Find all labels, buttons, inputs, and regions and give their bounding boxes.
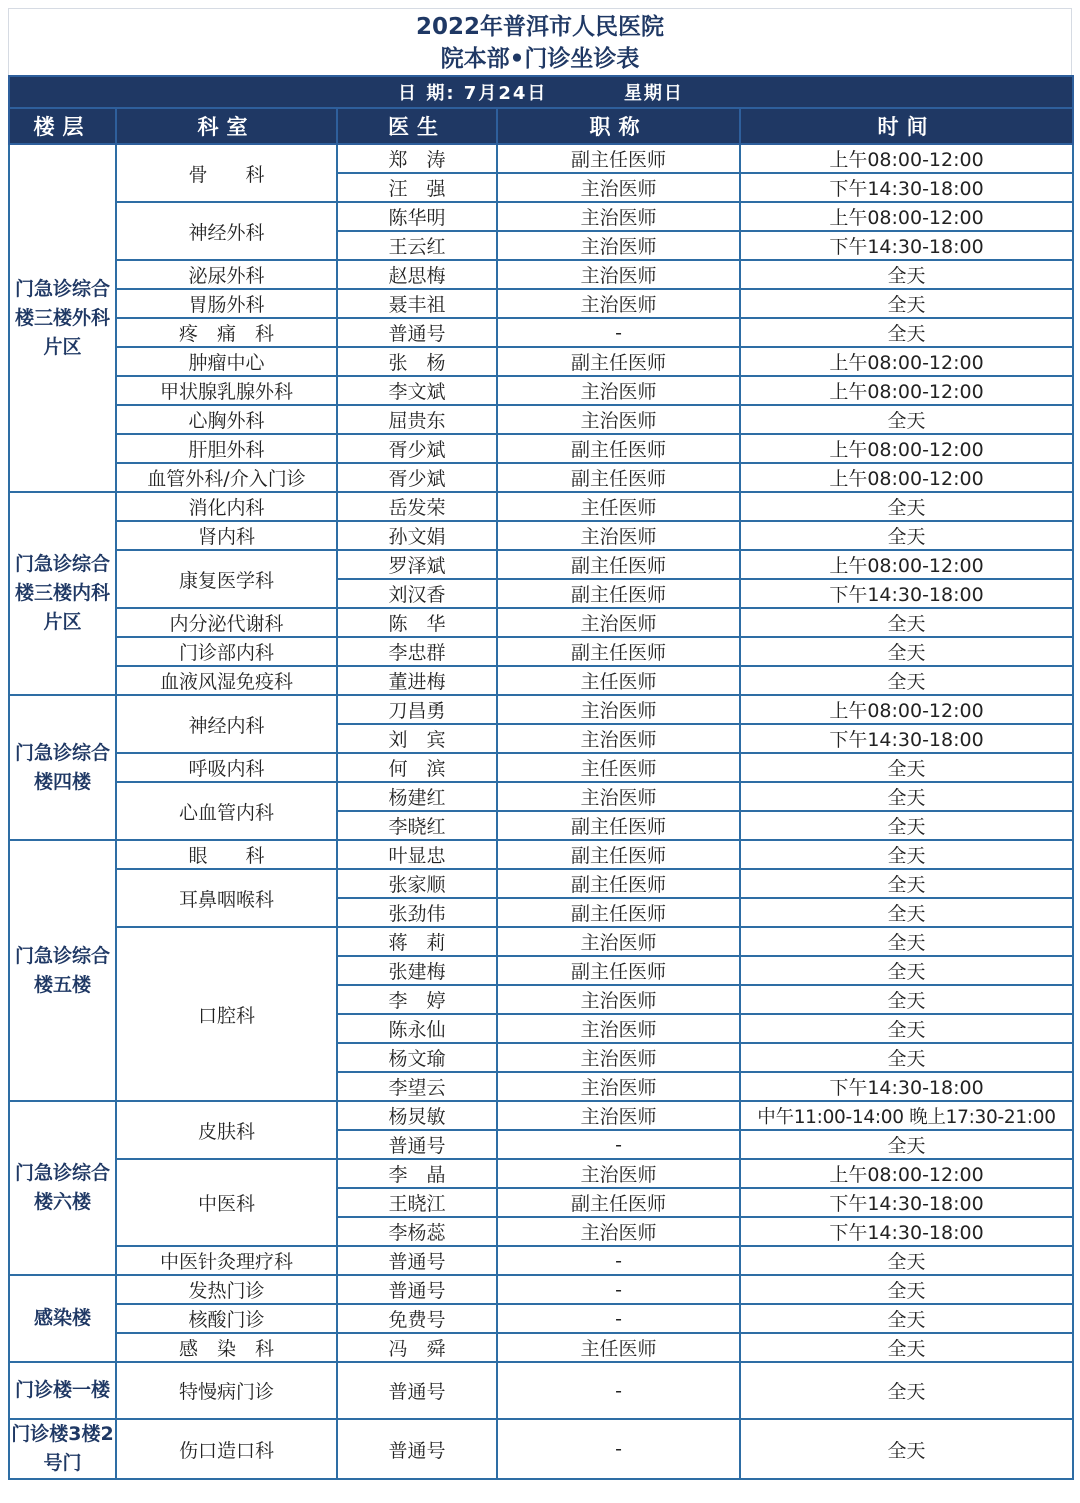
table-row [9, 695, 1073, 724]
table-row [9, 666, 1073, 695]
department-cell: 心胸外科 [116, 405, 337, 434]
doctor-cell: 李忠群 [337, 637, 497, 666]
table-row [9, 1362, 1073, 1419]
doctor-cell: 郑 涛 [337, 144, 497, 173]
title-cell: - [497, 1275, 740, 1304]
table-row [9, 347, 1073, 376]
doctor-cell: 张劲伟 [337, 898, 497, 927]
department-cell: 神经外科 [116, 202, 337, 260]
table-row [9, 869, 1073, 898]
header-floor: 楼层 [9, 108, 116, 144]
doctor-cell: 杨建红 [337, 782, 497, 811]
time-cell: 下午14:30-18:00 [740, 231, 1073, 260]
department-cell: 发热门诊 [116, 1275, 337, 1304]
title-block [8, 8, 1072, 75]
floor-cell: 门急诊综合楼五楼 [9, 840, 116, 1101]
time-cell: 上午08:00-12:00 [740, 202, 1073, 231]
doctor-cell: 刀昌勇 [337, 695, 497, 724]
floor-cell: 门急诊综合楼三楼外科片区 [9, 144, 116, 492]
department-cell: 肿瘤中心 [116, 347, 337, 376]
department-cell: 心血管内科 [116, 782, 337, 840]
department-cell: 内分泌代谢科 [116, 608, 337, 637]
header-department: 科室 [116, 108, 337, 144]
title-cell: 主治医师 [497, 695, 740, 724]
table-row [9, 1333, 1073, 1362]
column-header-row [9, 108, 1073, 144]
doctor-cell: 免费号 [337, 1304, 497, 1333]
doctor-cell: 冯 舜 [337, 1333, 497, 1362]
department-cell: 核酸门诊 [116, 1304, 337, 1333]
date-label: 日 期: [398, 83, 456, 104]
title-cell: 副主任医师 [497, 347, 740, 376]
time-cell: 上午08:00-12:00 [740, 144, 1073, 173]
time-cell: 下午14:30-18:00 [740, 579, 1073, 608]
time-cell: 全天 [740, 260, 1073, 289]
department-cell: 门诊部内科 [116, 637, 337, 666]
time-cell: 全天 [740, 1333, 1073, 1362]
title-cell: 副主任医师 [497, 898, 740, 927]
time-cell: 上午08:00-12:00 [740, 1159, 1073, 1188]
time-cell: 上午08:00-12:00 [740, 695, 1073, 724]
title-cell: 主治医师 [497, 289, 740, 318]
floor-cell: 门急诊综合楼三楼内科片区 [9, 492, 116, 695]
title-cell: 副主任医师 [497, 811, 740, 840]
schedule-table [8, 75, 1074, 1480]
doctor-cell: 李 婷 [337, 985, 497, 1014]
title-cell: 主治医师 [497, 1072, 740, 1101]
title-cell: 主治医师 [497, 231, 740, 260]
time-cell: 上午08:00-12:00 [740, 347, 1073, 376]
department-cell: 中医针灸理疗科 [116, 1246, 337, 1275]
table-row [9, 434, 1073, 463]
header-title: 职称 [497, 108, 740, 144]
title-cell: 主治医师 [497, 1159, 740, 1188]
time-cell: 全天 [740, 782, 1073, 811]
time-cell: 全天 [740, 1362, 1073, 1419]
time-cell: 全天 [740, 753, 1073, 782]
department-cell: 口腔科 [116, 927, 337, 1101]
doctor-cell: 何 滨 [337, 753, 497, 782]
time-cell: 全天 [740, 811, 1073, 840]
title-cell: 主治医师 [497, 782, 740, 811]
department-cell: 肝胆外科 [116, 434, 337, 463]
time-cell: 下午14:30-18:00 [740, 724, 1073, 753]
time-cell: 全天 [740, 608, 1073, 637]
department-cell: 血液风湿免疫科 [116, 666, 337, 695]
doctor-cell: 刘汉香 [337, 579, 497, 608]
time-cell: 全天 [740, 1014, 1073, 1043]
table-row [9, 637, 1073, 666]
doctor-cell: 蒋 莉 [337, 927, 497, 956]
time-cell: 下午14:30-18:00 [740, 1072, 1073, 1101]
table-row [9, 492, 1073, 521]
title-cell: 副主任医师 [497, 956, 740, 985]
clinic-schedule-sheet [8, 8, 1072, 1480]
title-cell: 副主任医师 [497, 463, 740, 492]
title-cell: 主治医师 [497, 1101, 740, 1130]
department-cell: 耳鼻咽喉科 [116, 869, 337, 927]
doctor-cell: 杨文瑜 [337, 1043, 497, 1072]
doctor-cell: 胥少斌 [337, 434, 497, 463]
department-cell: 消化内科 [116, 492, 337, 521]
title-cell: 副主任医师 [497, 434, 740, 463]
title-cell: 主治医师 [497, 521, 740, 550]
time-cell: 上午08:00-12:00 [740, 434, 1073, 463]
department-cell: 呼吸内科 [116, 753, 337, 782]
department-cell: 感 染 科 [116, 1333, 337, 1362]
date-bar [9, 76, 1073, 108]
doctor-cell: 张建梅 [337, 956, 497, 985]
department-cell: 泌尿外科 [116, 260, 337, 289]
time-cell: 全天 [740, 869, 1073, 898]
doctor-cell: 李杨蕊 [337, 1217, 497, 1246]
doctor-cell: 王晓江 [337, 1188, 497, 1217]
title-cell: 主治医师 [497, 724, 740, 753]
time-cell: 全天 [740, 289, 1073, 318]
table-row [9, 405, 1073, 434]
table-row [9, 840, 1073, 869]
title-cell: - [497, 318, 740, 347]
title-cell: 主任医师 [497, 1333, 740, 1362]
doctor-cell: 杨炅敏 [337, 1101, 497, 1130]
time-cell: 全天 [740, 985, 1073, 1014]
department-cell: 眼 科 [116, 840, 337, 869]
time-cell: 下午14:30-18:00 [740, 1188, 1073, 1217]
table-row [9, 144, 1073, 173]
doctor-cell: 孙文娟 [337, 521, 497, 550]
doctor-cell: 叶显忠 [337, 840, 497, 869]
floor-cell: 门诊楼一楼 [9, 1362, 116, 1419]
table-row [9, 1304, 1073, 1333]
title-cell: 主治医师 [497, 927, 740, 956]
table-row [9, 927, 1073, 956]
table-row [9, 318, 1073, 347]
time-cell: 全天 [740, 898, 1073, 927]
table-row [9, 1246, 1073, 1275]
time-cell: 全天 [740, 1419, 1073, 1479]
doctor-cell: 普通号 [337, 1362, 497, 1419]
time-cell: 全天 [740, 1043, 1073, 1072]
table-row [9, 463, 1073, 492]
title-cell: 主任医师 [497, 753, 740, 782]
title-cell: 主治医师 [497, 985, 740, 1014]
time-cell: 全天 [740, 666, 1073, 695]
time-cell: 全天 [740, 1130, 1073, 1159]
table-row [9, 376, 1073, 405]
doctor-cell: 岳发荣 [337, 492, 497, 521]
title-cell: 主治医师 [497, 608, 740, 637]
header-time: 时间 [740, 108, 1073, 144]
time-cell: 上午08:00-12:00 [740, 463, 1073, 492]
table-row [9, 753, 1073, 782]
title-cell: - [497, 1362, 740, 1419]
department-cell: 肾内科 [116, 521, 337, 550]
table-row [9, 550, 1073, 579]
title-cell: - [497, 1246, 740, 1275]
time-cell: 上午08:00-12:00 [740, 376, 1073, 405]
floor-cell: 门诊楼3楼2号门 [9, 1419, 116, 1479]
header-doctor: 医生 [337, 108, 497, 144]
title-cell: 主治医师 [497, 202, 740, 231]
time-cell: 全天 [740, 1246, 1073, 1275]
doctor-cell: 张家顺 [337, 869, 497, 898]
title-cell: - [497, 1419, 740, 1479]
time-cell: 全天 [740, 637, 1073, 666]
doctor-cell: 王云红 [337, 231, 497, 260]
time-cell: 全天 [740, 318, 1073, 347]
time-cell: 上午08:00-12:00 [740, 550, 1073, 579]
time-cell: 全天 [740, 840, 1073, 869]
schedule-subtitle: 院本部•门诊坐诊表 [440, 46, 640, 72]
title-cell: - [497, 1304, 740, 1333]
table-row [9, 1419, 1073, 1479]
title-cell: 主治医师 [497, 173, 740, 202]
doctor-cell: 陈永仙 [337, 1014, 497, 1043]
title-cell: 主治医师 [497, 260, 740, 289]
doctor-cell: 汪 强 [337, 173, 497, 202]
table-row [9, 1101, 1073, 1130]
table-row [9, 608, 1073, 637]
department-cell: 中医科 [116, 1159, 337, 1246]
title-cell: 主任医师 [497, 666, 740, 695]
doctor-cell: 普通号 [337, 318, 497, 347]
doctor-cell: 普通号 [337, 1246, 497, 1275]
time-cell: 全天 [740, 405, 1073, 434]
doctor-cell: 张 杨 [337, 347, 497, 376]
date-value: 7月24日 [463, 83, 548, 104]
doctor-cell: 陈华明 [337, 202, 497, 231]
table-row [9, 1275, 1073, 1304]
floor-cell: 门急诊综合楼六楼 [9, 1101, 116, 1275]
title-cell: 主治医师 [497, 376, 740, 405]
doctor-cell: 普通号 [337, 1130, 497, 1159]
table-row [9, 1159, 1073, 1188]
doctor-cell: 罗泽斌 [337, 550, 497, 579]
department-cell: 甲状腺乳腺外科 [116, 376, 337, 405]
title-cell: 副主任医师 [497, 550, 740, 579]
time-cell: 全天 [740, 956, 1073, 985]
department-cell: 胃肠外科 [116, 289, 337, 318]
title-cell: 主治医师 [497, 1043, 740, 1072]
table-row [9, 289, 1073, 318]
department-cell: 骨 科 [116, 144, 337, 202]
title-cell: 副主任医师 [497, 869, 740, 898]
title-cell: 副主任医师 [497, 144, 740, 173]
schedule-body [9, 144, 1073, 1479]
time-cell: 下午14:30-18:00 [740, 173, 1073, 202]
department-cell: 特慢病门诊 [116, 1362, 337, 1419]
hospital-title: 2022年普洱市人民医院 [415, 14, 664, 40]
doctor-cell: 董进梅 [337, 666, 497, 695]
title-cell: - [497, 1130, 740, 1159]
doctor-cell: 胥少斌 [337, 463, 497, 492]
title-cell: 副主任医师 [497, 579, 740, 608]
department-cell: 伤口造口科 [116, 1419, 337, 1479]
department-cell: 皮肤科 [116, 1101, 337, 1159]
table-row [9, 521, 1073, 550]
doctor-cell: 李晓红 [337, 811, 497, 840]
table-row [9, 202, 1073, 231]
department-cell: 血管外科/介入门诊 [116, 463, 337, 492]
weekday-value: 星期日 [623, 83, 684, 104]
title-cell: 主治医师 [497, 405, 740, 434]
time-cell: 全天 [740, 927, 1073, 956]
doctor-cell: 赵思梅 [337, 260, 497, 289]
title-cell: 主治医师 [497, 1014, 740, 1043]
time-cell: 全天 [740, 521, 1073, 550]
doctor-cell: 聂丰祖 [337, 289, 497, 318]
doctor-cell: 李望云 [337, 1072, 497, 1101]
floor-cell: 感染楼 [9, 1275, 116, 1362]
title-cell: 主治医师 [497, 1217, 740, 1246]
department-cell: 神经内科 [116, 695, 337, 753]
time-cell: 全天 [740, 1304, 1073, 1333]
doctor-cell: 李 晶 [337, 1159, 497, 1188]
doctor-cell: 普通号 [337, 1419, 497, 1479]
table-row [9, 260, 1073, 289]
floor-cell: 门急诊综合楼四楼 [9, 695, 116, 840]
doctor-cell: 陈 华 [337, 608, 497, 637]
title-cell: 主任医师 [497, 492, 740, 521]
doctor-cell: 刘 宾 [337, 724, 497, 753]
title-cell: 副主任医师 [497, 637, 740, 666]
title-cell: 副主任医师 [497, 1188, 740, 1217]
time-cell: 中午11:00-14:00 晚上17:30-21:00 [740, 1101, 1073, 1130]
doctor-cell: 屈贵东 [337, 405, 497, 434]
time-cell: 下午14:30-18:00 [740, 1217, 1073, 1246]
title-cell: 副主任医师 [497, 840, 740, 869]
time-cell: 全天 [740, 1275, 1073, 1304]
time-cell: 全天 [740, 492, 1073, 521]
doctor-cell: 普通号 [337, 1275, 497, 1304]
department-cell: 康复医学科 [116, 550, 337, 608]
doctor-cell: 李文斌 [337, 376, 497, 405]
table-row [9, 782, 1073, 811]
department-cell: 疼 痛 科 [116, 318, 337, 347]
